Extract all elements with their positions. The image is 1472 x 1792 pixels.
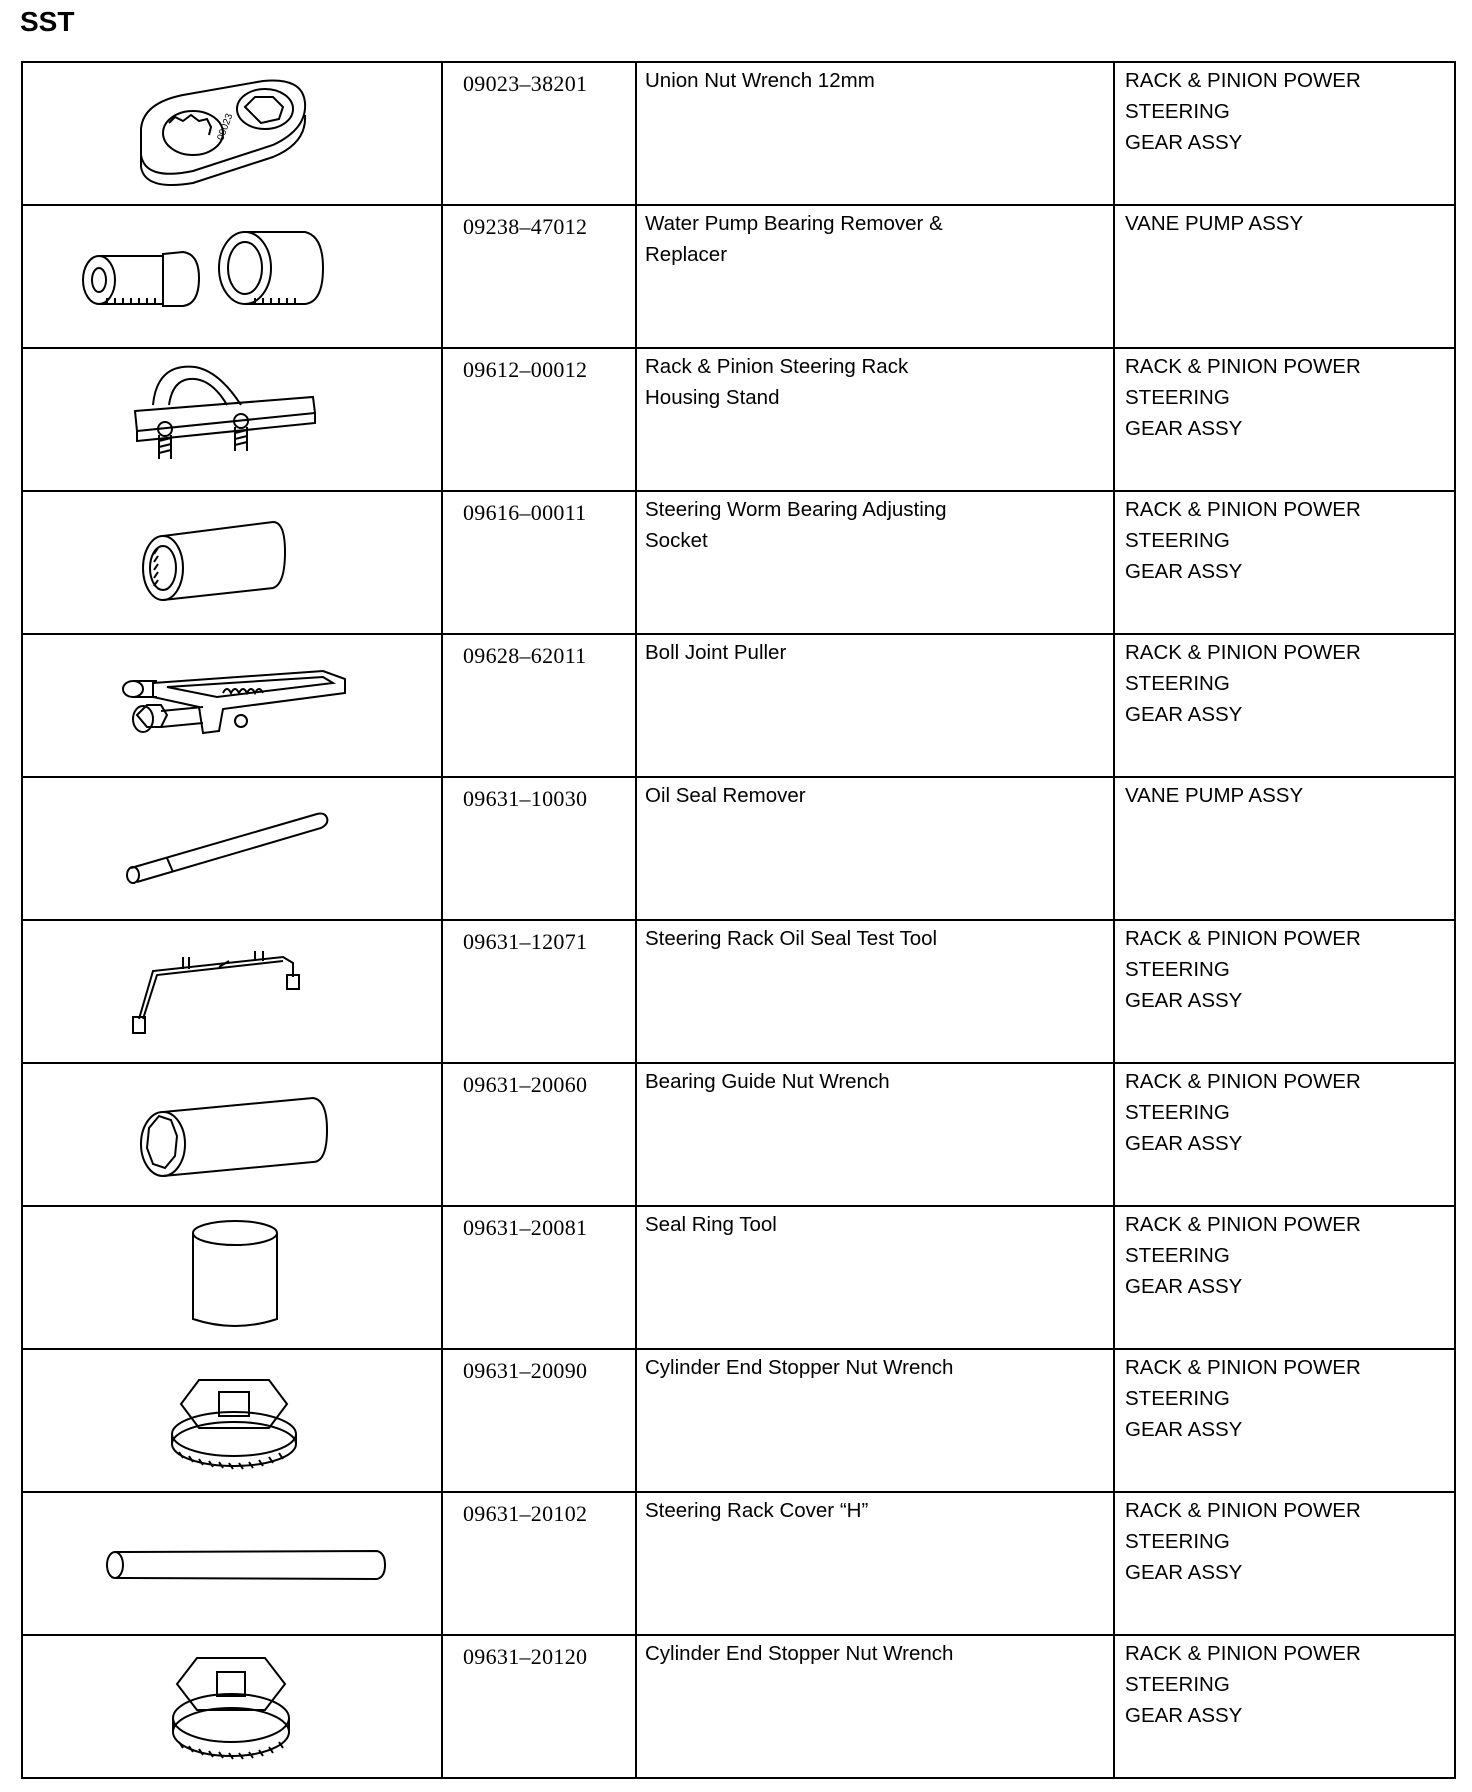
tool-image-cell (22, 777, 442, 920)
tool-image-cell (22, 62, 442, 205)
tool-name: Cylinder End Stopper Nut Wrench (636, 1349, 1114, 1492)
part-number: 09631–20102 (442, 1492, 636, 1635)
guide-nut-wrench-icon (23, 1064, 441, 1205)
tool-application: RACK & PINION POWER STEERING GEAR ASSY (1114, 634, 1455, 777)
tool-application: RACK & PINION POWER STEERING GEAR ASSY (1114, 348, 1455, 491)
part-number: 09238–47012 (442, 205, 636, 348)
tool-application: RACK & PINION POWER STEERING GEAR ASSY (1114, 1635, 1455, 1778)
tool-application: RACK & PINION POWER STEERING GEAR ASSY (1114, 1492, 1455, 1635)
tool-application: RACK & PINION POWER STEERING GEAR ASSY (1114, 1206, 1455, 1349)
part-number: 09616–00011 (442, 491, 636, 634)
stopper-nut-wrench-icon (23, 1636, 441, 1777)
tool-image-cell (22, 1206, 442, 1349)
tool-application: RACK & PINION POWER STEERING GEAR ASSY (1114, 62, 1455, 205)
ball-joint-puller-icon (23, 635, 441, 776)
table-row (22, 1206, 1455, 1349)
tool-image-cell (22, 634, 442, 777)
table-row (22, 205, 1455, 348)
tool-image-cell (22, 1349, 442, 1492)
bearing-remover-replacer-icon (23, 206, 441, 347)
svg-text:09023: 09023 (215, 112, 236, 143)
tool-image-cell (22, 1635, 442, 1778)
table-row (22, 1349, 1455, 1492)
seal-ring-tool-icon (23, 1207, 441, 1348)
rack-cover-icon (23, 1493, 441, 1634)
table-row (22, 1492, 1455, 1635)
table-row (22, 491, 1455, 634)
sst-table (21, 61, 1456, 1779)
part-number: 09631–20120 (442, 1635, 636, 1778)
tool-name: Steering Worm Bearing Adjusting Socket (636, 491, 1114, 634)
part-number: 09631–10030 (442, 777, 636, 920)
part-number: 09631–12071 (442, 920, 636, 1063)
part-number: 09631–20090 (442, 1349, 636, 1492)
tool-name: Rack & Pinion Steering Rack Housing Stand (636, 348, 1114, 491)
table-row (22, 777, 1455, 920)
table-row (22, 920, 1455, 1063)
tool-image-cell (22, 920, 442, 1063)
table-row (22, 634, 1455, 777)
tool-image-cell (22, 491, 442, 634)
tool-name: Union Nut Wrench 12mm (636, 62, 1114, 205)
part-number: 09023–38201 (442, 62, 636, 205)
tool-name: Steering Rack Oil Seal Test Tool (636, 920, 1114, 1063)
tool-image-cell (22, 348, 442, 491)
tool-application: VANE PUMP ASSY (1114, 777, 1455, 920)
tool-image-cell (22, 205, 442, 348)
tool-name: Water Pump Bearing Remover & Replacer (636, 205, 1114, 348)
tool-name: Seal Ring Tool (636, 1206, 1114, 1349)
tool-name: Steering Rack Cover “H” (636, 1492, 1114, 1635)
table-row (22, 348, 1455, 491)
tool-name: Oil Seal Remover (636, 777, 1114, 920)
adjusting-socket-icon (23, 492, 441, 633)
oil-seal-remover-icon (23, 778, 441, 919)
oil-seal-test-tool-icon (23, 921, 441, 1062)
tool-application: RACK & PINION POWER STEERING GEAR ASSY (1114, 920, 1455, 1063)
tool-name: Cylinder End Stopper Nut Wrench (636, 1635, 1114, 1778)
housing-stand-icon (23, 349, 441, 490)
table-row (22, 62, 1455, 205)
part-number: 09631–20060 (442, 1063, 636, 1206)
union-nut-wrench-icon (23, 63, 441, 204)
tool-application: RACK & PINION POWER STEERING GEAR ASSY (1114, 1063, 1455, 1206)
tool-name: Bearing Guide Nut Wrench (636, 1063, 1114, 1206)
table-row (22, 1063, 1455, 1206)
page-title: SST (20, 6, 75, 37)
stopper-nut-wrench-icon (23, 1350, 441, 1491)
part-number: 09612–00012 (442, 348, 636, 491)
tool-image-cell (22, 1492, 442, 1635)
tool-application: RACK & PINION POWER STEERING GEAR ASSY (1114, 491, 1455, 634)
tool-name: Boll Joint Puller (636, 634, 1114, 777)
table-row (22, 1635, 1455, 1778)
tool-application: VANE PUMP ASSY (1114, 205, 1455, 348)
part-number: 09628–62011 (442, 634, 636, 777)
tool-image-cell (22, 1063, 442, 1206)
tool-application: RACK & PINION POWER STEERING GEAR ASSY (1114, 1349, 1455, 1492)
part-number: 09631–20081 (442, 1206, 636, 1349)
